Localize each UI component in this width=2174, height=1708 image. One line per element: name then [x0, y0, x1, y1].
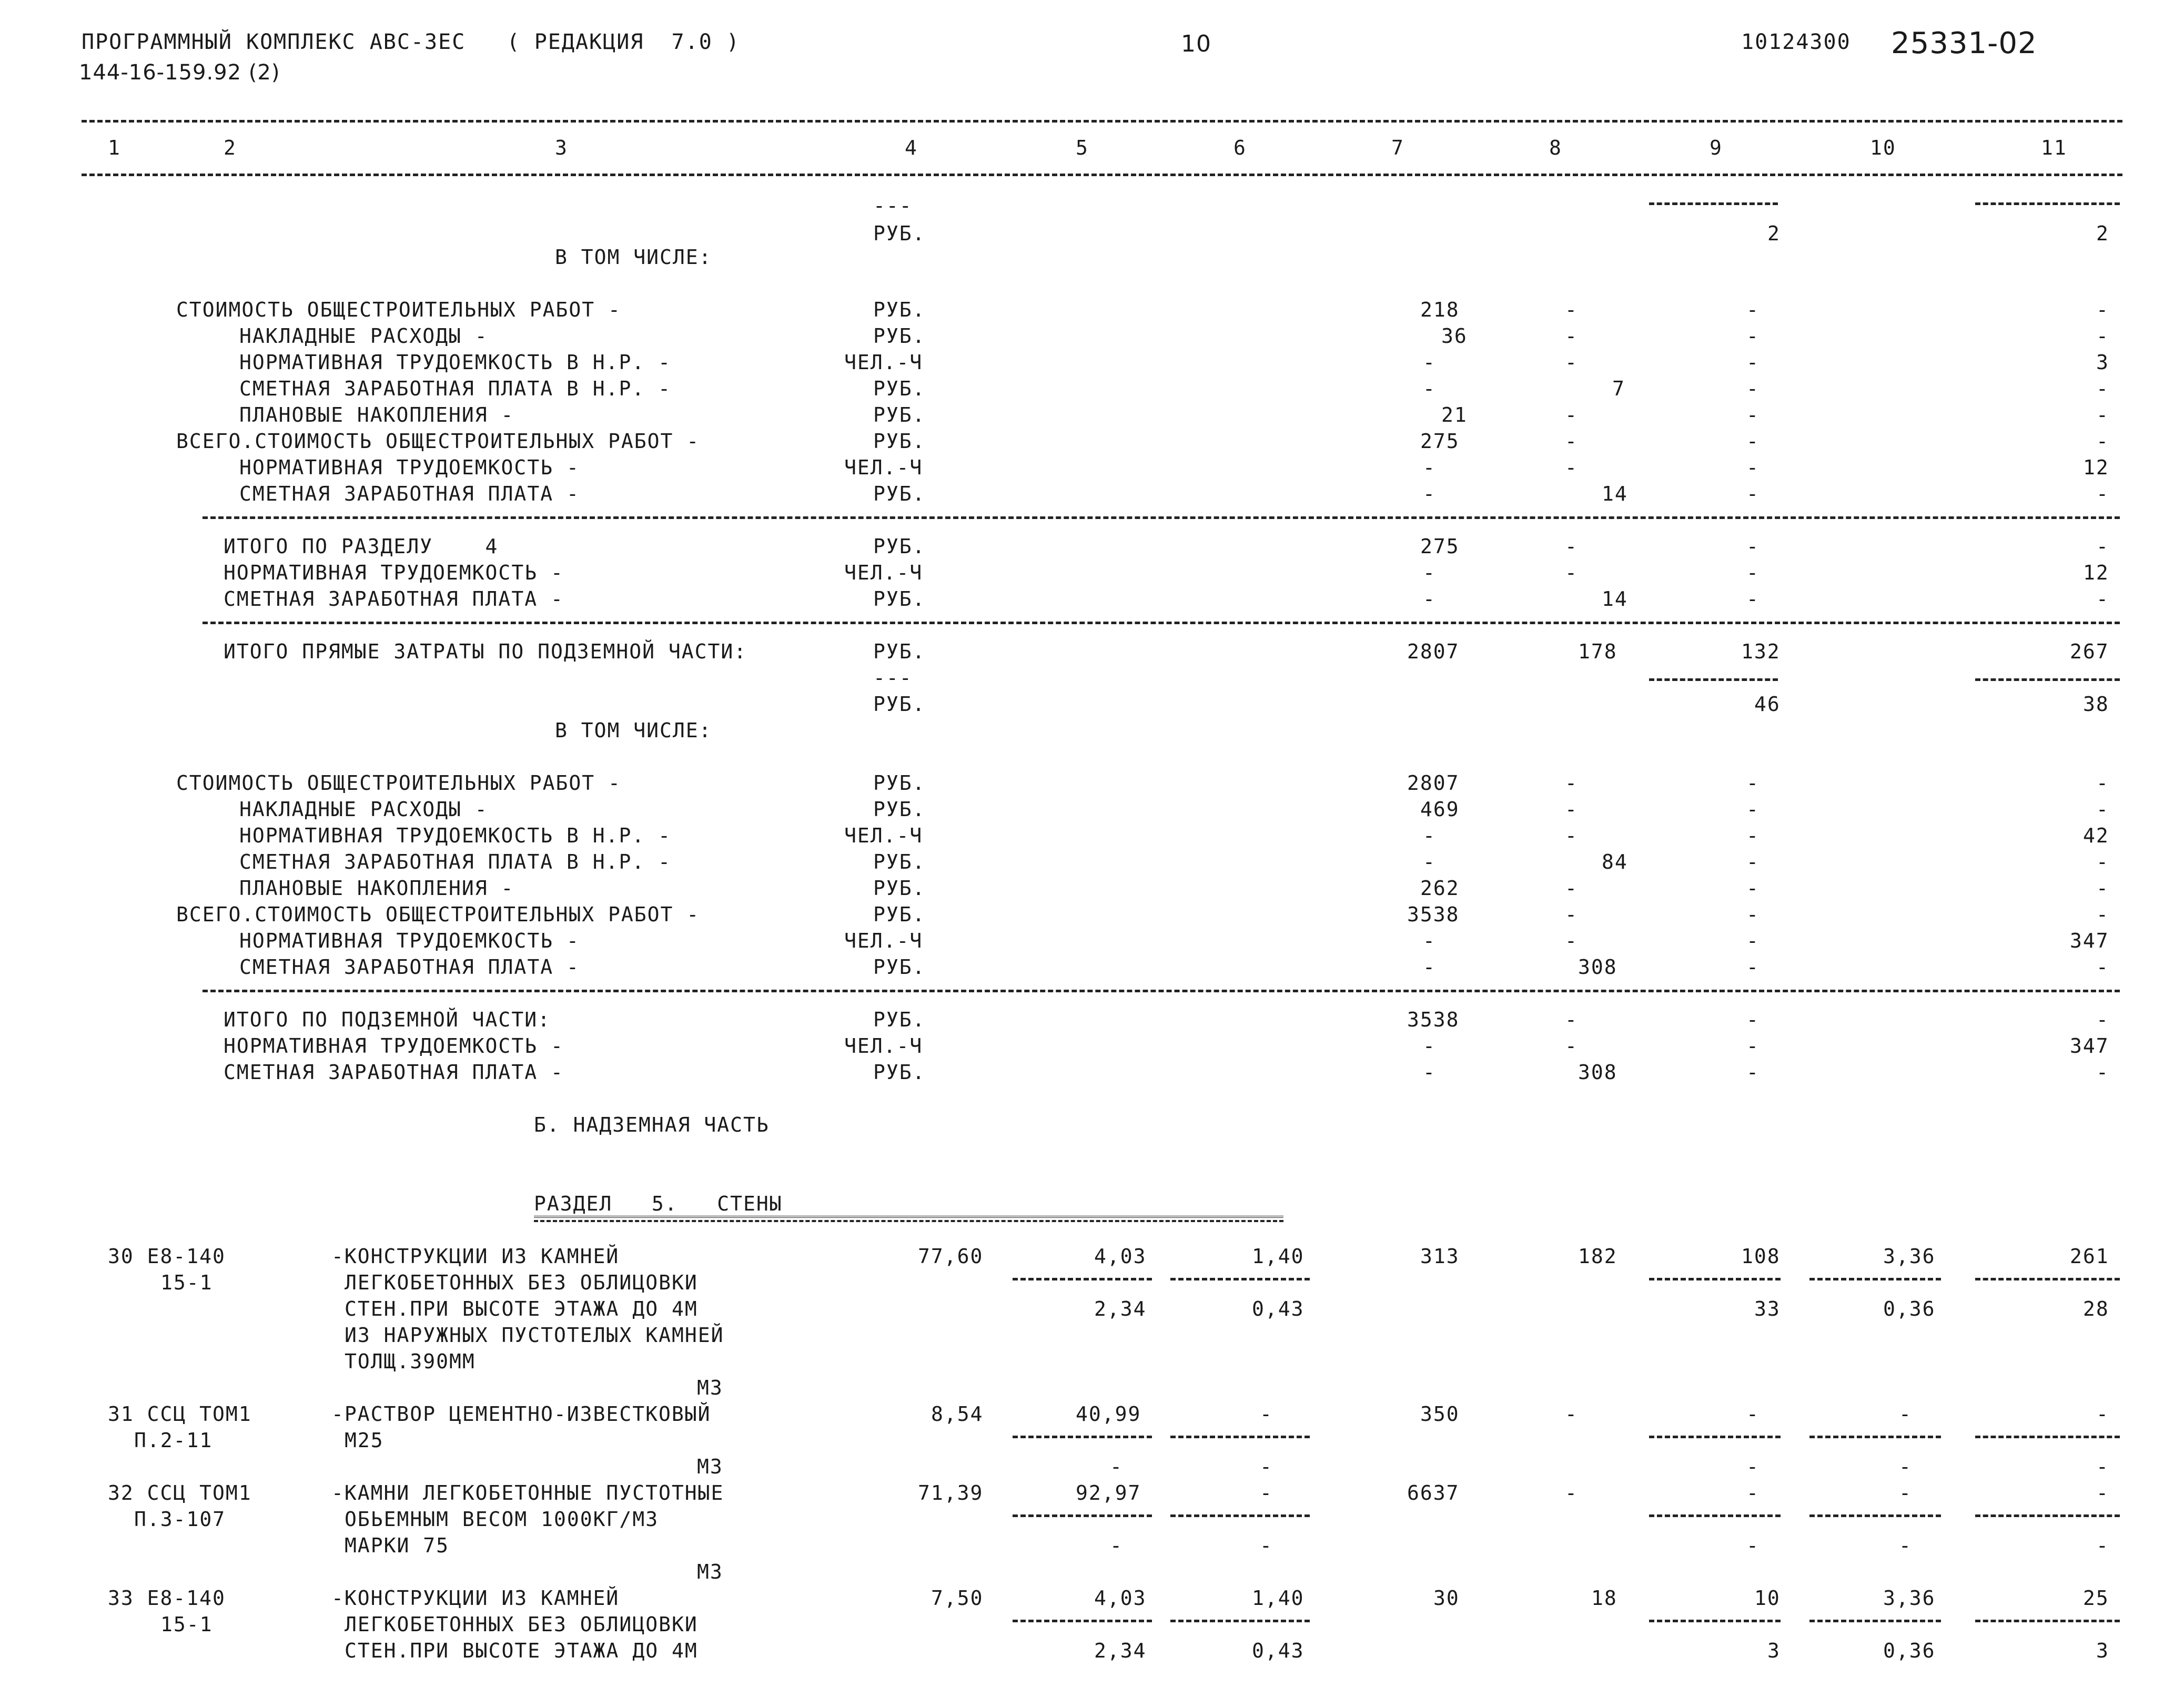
- text-line: 2807: [1407, 640, 1460, 663]
- text-line: ИТОГО ПРЯМЫЕ ЗАТРАТЫ ПО ПОДЗЕМНОЙ ЧАСТИ:: [224, 640, 747, 663]
- text-line: -: [2096, 324, 2109, 348]
- text-line: -: [1565, 929, 1578, 952]
- text-line: -: [1423, 482, 1436, 505]
- text-line: 261: [2070, 1245, 2109, 1268]
- text-line: РУБ.: [873, 771, 926, 795]
- separator-line: [1975, 202, 2120, 205]
- separator-line: [203, 516, 2120, 519]
- text-line: ИЗ НАРУЖНЫХ ПУСТОТЕЛЫХ КАМНЕЙ: [345, 1324, 724, 1347]
- text-line: -: [1423, 456, 1436, 479]
- separator-line: [1649, 202, 1778, 205]
- separator-line: [1013, 1436, 1152, 1438]
- text-line: -: [1899, 1534, 1912, 1557]
- text-line: -: [1565, 456, 1578, 479]
- text-line: -: [1746, 877, 1760, 900]
- text-line: ВСЕГО.СТОИМОСТЬ ОБЩЕСТРОИТЕЛЬНЫХ РАБОТ -: [176, 430, 700, 453]
- text-line: -РАСТВОР ЦЕМЕНТНО-ИЗВЕСТКОВЫЙ: [331, 1402, 711, 1426]
- text-line: 40,99: [1076, 1402, 1141, 1426]
- text-line: РУБ.: [873, 1008, 926, 1031]
- text-line: 347: [2070, 1034, 2109, 1058]
- text-line: В ТОМ ЧИСЛЕ:: [555, 719, 712, 742]
- text-line: РУБ.: [873, 403, 926, 426]
- text-line: -: [2096, 298, 2109, 321]
- text-line: Б. НАДЗЕМНАЯ ЧАСТЬ: [534, 1113, 770, 1136]
- column-number: 10: [1870, 136, 1896, 159]
- separator-line: [1013, 1620, 1152, 1622]
- text-line: -: [1746, 430, 1760, 453]
- text-line: -: [1565, 771, 1578, 795]
- text-line: 178: [1578, 640, 1617, 663]
- text-line: -: [1423, 955, 1436, 979]
- separator-line: [1809, 1436, 1941, 1438]
- text-line: 6637: [1407, 1481, 1460, 1504]
- text-line: НОРМАТИВНАЯ ТРУДОЕМКОСТЬ В Н.Р. -: [239, 824, 671, 847]
- text-line: РУБ.: [873, 587, 926, 611]
- separator-line: [1975, 1436, 2120, 1438]
- text-line: -: [1746, 1455, 1760, 1478]
- text-line: -: [1746, 1481, 1760, 1504]
- doc-code: 10124300: [1741, 30, 1851, 54]
- text-line: РУБ.: [873, 324, 926, 348]
- text-line: -: [1746, 1034, 1760, 1058]
- text-line: 182: [1578, 1245, 1617, 1268]
- text-line: -: [2096, 798, 2109, 821]
- text-line: 347: [2070, 929, 2109, 952]
- text-line: -: [1746, 456, 1760, 479]
- text-line: 267: [2070, 640, 2109, 663]
- text-line: 3: [2096, 351, 2109, 374]
- separator-line: [82, 174, 2122, 176]
- text-line: 2: [2096, 222, 2109, 245]
- text-line: СМЕТНАЯ ЗАРАБОТНАЯ ПЛАТА В Н.Р. -: [239, 850, 671, 873]
- separator-line: [1649, 1278, 1781, 1280]
- text-line: 3: [1767, 1639, 1781, 1662]
- text-line: НОРМАТИВНАЯ ТРУДОЕМКОСТЬ В Н.Р. -: [239, 351, 671, 374]
- text-line: ЧЕЛ.-Ч: [844, 1034, 923, 1058]
- text-line: -: [1565, 877, 1578, 900]
- text-line: 30 Е8-140: [108, 1245, 226, 1268]
- text-line: -: [2096, 1481, 2109, 1504]
- text-line: -: [1260, 1402, 1273, 1426]
- text-line: -: [1746, 824, 1760, 847]
- text-line: -: [1565, 1402, 1578, 1426]
- text-line: СМЕТНАЯ ЗАРАБОТНАЯ ПЛАТА -: [224, 1061, 564, 1084]
- text-line: -: [1565, 324, 1578, 348]
- text-line: 0,36: [1883, 1297, 1936, 1320]
- text-line: -: [1746, 377, 1760, 400]
- text-line: ОБЬЕМНЫМ ВЕСОМ 1000КГ/М3: [345, 1508, 659, 1531]
- text-line: 33 Е8-140: [108, 1587, 226, 1610]
- text-line: 32 ССЦ ТОМ1: [108, 1481, 252, 1504]
- text-line: П.2-11: [134, 1429, 213, 1452]
- text-line: -: [2096, 1061, 2109, 1084]
- text-line: -: [2096, 877, 2109, 900]
- separator-line: [1649, 1514, 1781, 1517]
- text-line: ЧЕЛ.-Ч: [844, 824, 923, 847]
- separator-line: [1170, 1620, 1310, 1622]
- text-line: 77,60: [918, 1245, 984, 1268]
- separator-line: [1975, 678, 2120, 681]
- text-line: ЛЕГКОБЕТОННЫХ БЕЗ ОБЛИЦОВКИ: [345, 1613, 698, 1636]
- text-line: РУБ.: [873, 222, 926, 245]
- text-line: -: [1423, 824, 1436, 847]
- text-line: 15-1: [160, 1613, 213, 1636]
- text-line: -: [1746, 903, 1760, 926]
- text-line: ЛЕГКОБЕТОННЫХ БЕЗ ОБЛИЦОВКИ: [345, 1271, 698, 1294]
- text-line: -: [1260, 1455, 1273, 1478]
- text-line: -: [1423, 377, 1436, 400]
- text-line: -: [1423, 929, 1436, 952]
- text-line: 31 ССЦ ТОМ1: [108, 1402, 252, 1426]
- text-line: 12: [2083, 456, 2109, 479]
- separator-line: [203, 622, 2120, 624]
- text-line: -: [2096, 430, 2109, 453]
- text-line: РУБ.: [873, 877, 926, 900]
- separator-line: [1975, 1514, 2120, 1517]
- text-line: СМЕТНАЯ ЗАРАБОТНАЯ ПЛАТА -: [239, 482, 580, 505]
- text-line: -: [2096, 1008, 2109, 1031]
- text-line: -: [1746, 929, 1760, 952]
- text-line: -: [1746, 298, 1760, 321]
- text-line: 275: [1420, 535, 1460, 558]
- text-line: -: [1423, 351, 1436, 374]
- text-line: 7: [1612, 377, 1625, 400]
- text-line: ВСЕГО.СТОИМОСТЬ ОБЩЕСТРОИТЕЛЬНЫХ РАБОТ -: [176, 903, 700, 926]
- text-line: -: [1746, 324, 1760, 348]
- text-line: -: [2096, 587, 2109, 611]
- text-line: 1,40: [1252, 1245, 1305, 1268]
- separator-line: [1170, 1278, 1310, 1280]
- text-line: 2,34: [1094, 1639, 1147, 1662]
- text-line: 3538: [1407, 1008, 1460, 1031]
- text-line: ИТОГО ПО РАЗДЕЛУ 4: [224, 535, 499, 558]
- text-line: РАЗДЕЛ 5. СТЕНЫ: [534, 1192, 783, 1215]
- separator-line: [1809, 1620, 1941, 1622]
- text-line: -: [1565, 535, 1578, 558]
- text-line: НОРМАТИВНАЯ ТРУДОЕМКОСТЬ -: [224, 561, 564, 584]
- text-line: РУБ.: [873, 1061, 926, 1084]
- text-line: 132: [1741, 640, 1781, 663]
- text-line: М25: [345, 1429, 384, 1452]
- text-line: СТЕН.ПРИ ВЫСОТЕ ЭТАЖА ДО 4М: [345, 1297, 698, 1320]
- text-line: -: [1746, 771, 1760, 795]
- text-line: -: [1899, 1481, 1912, 1504]
- text-line: -КОНСТРУКЦИИ ИЗ КАМНЕЙ: [331, 1587, 620, 1610]
- text-line: 3,36: [1883, 1587, 1936, 1610]
- text-line: НОРМАТИВНАЯ ТРУДОЕМКОСТЬ -: [239, 929, 580, 952]
- text-line: 38: [2083, 693, 2109, 716]
- text-line: ПЛАНОВЫЕ НАКОПЛЕНИЯ -: [239, 877, 514, 900]
- text-line: 218: [1420, 298, 1460, 321]
- text-line: СМЕТНАЯ ЗАРАБОТНАЯ ПЛАТА В Н.Р. -: [239, 377, 671, 400]
- column-number: 11: [2041, 136, 2067, 159]
- text-line: 2,34: [1094, 1297, 1147, 1320]
- text-line: -: [1746, 1061, 1760, 1084]
- text-line: 1,40: [1252, 1587, 1305, 1610]
- text-line: М3: [697, 1560, 723, 1583]
- separator-line: [1975, 1620, 2120, 1622]
- text-line: 18: [1591, 1587, 1617, 1610]
- text-line: РУБ.: [873, 535, 926, 558]
- text-line: -: [1746, 1402, 1760, 1426]
- text-line: МАРКИ 75: [345, 1534, 450, 1557]
- text-line: -: [1746, 587, 1760, 611]
- text-line: РУБ.: [873, 903, 926, 926]
- page-number: 10: [1181, 30, 1211, 57]
- text-line: -: [2096, 1402, 2109, 1426]
- text-line: 30: [1433, 1587, 1460, 1610]
- text-line: РУБ.: [873, 850, 926, 873]
- text-line: -: [2096, 771, 2109, 795]
- text-line: ПЛАНОВЫЕ НАКОПЛЕНИЯ -: [239, 403, 514, 426]
- text-line: ТОЛЩ.390ММ: [345, 1350, 476, 1373]
- text-line: В ТОМ ЧИСЛЕ:: [555, 246, 712, 269]
- text-line: -: [2096, 403, 2109, 426]
- text-line: -: [2096, 535, 2109, 558]
- text-line: -: [1260, 1534, 1273, 1557]
- text-line: -: [1110, 1534, 1123, 1557]
- separator-line: [203, 990, 2120, 992]
- column-number: 3: [555, 136, 568, 159]
- column-number: 8: [1549, 136, 1562, 159]
- text-line: 0,43: [1252, 1297, 1305, 1320]
- text-line: 0,36: [1883, 1639, 1936, 1662]
- text-line: СМЕТНАЯ ЗАРАБОТНАЯ ПЛАТА -: [224, 587, 564, 611]
- text-line: -: [1423, 1061, 1436, 1084]
- text-line: НАКЛАДНЫЕ РАСХОДЫ -: [239, 798, 488, 821]
- column-number: 1: [108, 136, 121, 159]
- text-line: 42: [2083, 824, 2109, 847]
- text-line: -: [1746, 561, 1760, 584]
- text-line: -: [1746, 351, 1760, 374]
- text-line: РУБ.: [873, 298, 926, 321]
- text-line: 92,97: [1076, 1481, 1141, 1504]
- text-line: М3: [697, 1455, 723, 1478]
- text-line: 33: [1754, 1297, 1781, 1320]
- text-line: СТОИМОСТЬ ОБЩЕСТРОИТЕЛЬНЫХ РАБОТ -: [176, 298, 621, 321]
- text-line: РУБ.: [873, 430, 926, 453]
- column-number: 2: [224, 136, 237, 159]
- text-line: -: [2096, 903, 2109, 926]
- text-line: ЧЕЛ.-Ч: [844, 929, 923, 952]
- text-line: 28: [2083, 1297, 2109, 1320]
- text-line: -: [1899, 1402, 1912, 1426]
- text-line: 469: [1420, 798, 1460, 821]
- separator-line: [1809, 1278, 1941, 1280]
- text-line: -: [1565, 1481, 1578, 1504]
- text-line: 36: [1441, 324, 1468, 348]
- text-line: 313: [1420, 1245, 1460, 1268]
- text-line: ЧЕЛ.-Ч: [844, 351, 923, 374]
- text-line: -: [1746, 798, 1760, 821]
- section-underline: [534, 1216, 1283, 1222]
- text-line: 8,54: [931, 1402, 984, 1426]
- text-line: 3,36: [1883, 1245, 1936, 1268]
- text-line: -: [1899, 1455, 1912, 1478]
- text-line: -КАМНИ ЛЕГКОБЕТОННЫЕ ПУСТОТНЫЕ: [331, 1481, 724, 1504]
- text-line: ИТОГО ПО ПОДЗЕМНОЙ ЧАСТИ:: [224, 1008, 551, 1031]
- text-line: -: [1565, 430, 1578, 453]
- text-line: 15-1: [160, 1271, 213, 1294]
- text-line: 84: [1602, 850, 1628, 873]
- text-line: 3538: [1407, 903, 1460, 926]
- text-line: -: [1746, 1008, 1760, 1031]
- text-line: -: [1565, 798, 1578, 821]
- text-line: -: [2096, 482, 2109, 505]
- text-line: 350: [1420, 1402, 1460, 1426]
- separator-line: [1013, 1278, 1152, 1280]
- text-line: ЧЕЛ.-Ч: [844, 561, 923, 584]
- text-line: СМЕТНАЯ ЗАРАБОТНАЯ ПЛАТА -: [239, 955, 580, 979]
- text-line: ЧЕЛ.-Ч: [844, 456, 923, 479]
- text-line: 262: [1420, 877, 1460, 900]
- separator-line: [1013, 1514, 1152, 1517]
- text-line: -: [2096, 1455, 2109, 1478]
- text-line: -: [1565, 1008, 1578, 1031]
- text-line: 0,43: [1252, 1639, 1305, 1662]
- text-line: М3: [697, 1376, 723, 1399]
- text-line: 14: [1602, 587, 1628, 611]
- text-line: 275: [1420, 430, 1460, 453]
- text-line: -: [1565, 903, 1578, 926]
- text-line: -: [1746, 955, 1760, 979]
- text-line: -: [1565, 351, 1578, 374]
- separator-line: [1649, 1620, 1781, 1622]
- text-line: -: [1746, 403, 1760, 426]
- text-line: 71,39: [918, 1481, 984, 1504]
- text-line: -: [1746, 482, 1760, 505]
- separator-line: [1170, 1436, 1310, 1438]
- text-line: РУБ.: [873, 377, 926, 400]
- separator-line: [82, 120, 2122, 123]
- text-line: -: [1565, 1034, 1578, 1058]
- text-line: -: [1746, 1534, 1760, 1557]
- text-line: 308: [1578, 955, 1617, 979]
- text-line: 7,50: [931, 1587, 984, 1610]
- text-line: -: [1260, 1481, 1273, 1504]
- text-line: РУБ.: [873, 693, 926, 716]
- doc-subtitle: 144-16-159.92 (2): [79, 60, 280, 85]
- text-line: -: [1423, 850, 1436, 873]
- separator-line: [1649, 1436, 1781, 1438]
- text-line: -: [2096, 377, 2109, 400]
- text-line: -: [1565, 824, 1578, 847]
- text-line: 3: [2096, 1639, 2109, 1662]
- column-number: 9: [1710, 136, 1723, 159]
- separator-line: [1809, 1514, 1941, 1517]
- text-line: -: [1746, 535, 1760, 558]
- column-number: 7: [1391, 136, 1404, 159]
- text-line: ---: [873, 666, 913, 689]
- text-line: 12: [2083, 561, 2109, 584]
- text-line: ---: [873, 194, 913, 217]
- text-line: -: [1423, 587, 1436, 611]
- text-line: 2807: [1407, 771, 1460, 795]
- column-number: 4: [905, 136, 918, 159]
- text-line: НОРМАТИВНАЯ ТРУДОЕМКОСТЬ -: [239, 456, 580, 479]
- text-line: СТОИМОСТЬ ОБЩЕСТРОИТЕЛЬНЫХ РАБОТ -: [176, 771, 621, 795]
- text-line: 108: [1741, 1245, 1781, 1268]
- text-line: НОРМАТИВНАЯ ТРУДОЕМКОСТЬ -: [224, 1034, 564, 1058]
- column-number: 5: [1076, 136, 1089, 159]
- text-line: -: [1565, 561, 1578, 584]
- text-line: 14: [1602, 482, 1628, 505]
- text-line: 25: [2083, 1587, 2109, 1610]
- text-line: 21: [1441, 403, 1468, 426]
- text-line: 4,03: [1094, 1245, 1147, 1268]
- text-line: -: [2096, 955, 2109, 979]
- text-line: -: [1746, 850, 1760, 873]
- text-line: 46: [1754, 693, 1781, 716]
- text-line: -: [2096, 1534, 2109, 1557]
- text-line: 308: [1578, 1061, 1617, 1084]
- text-line: РУБ.: [873, 955, 926, 979]
- text-line: -: [1423, 1034, 1436, 1058]
- text-line: 2: [1767, 222, 1781, 245]
- text-line: 10: [1754, 1587, 1781, 1610]
- separator-line: [1170, 1514, 1310, 1517]
- text-line: П.3-107: [134, 1508, 226, 1531]
- text-line: -: [2096, 850, 2109, 873]
- separator-line: [1975, 1278, 2120, 1280]
- doc-code-handwritten: 25331-02: [1891, 26, 2037, 60]
- column-number: 6: [1233, 136, 1247, 159]
- text-line: -: [1565, 298, 1578, 321]
- text-line: РУБ.: [873, 640, 926, 663]
- text-line: НАКЛАДНЫЕ РАСХОДЫ -: [239, 324, 488, 348]
- text-line: 4,03: [1094, 1587, 1147, 1610]
- text-line: -: [1110, 1455, 1123, 1478]
- text-line: СТЕН.ПРИ ВЫСОТЕ ЭТАЖА ДО 4М: [345, 1639, 698, 1662]
- program-title: ПРОГРАММНЫЙ КОМПЛЕКС АВС-3ЕС ( РЕДАКЦИЯ 7.0 ): [82, 30, 740, 54]
- text-line: РУБ.: [873, 482, 926, 505]
- text-line: РУБ.: [873, 798, 926, 821]
- separator-line: [1649, 678, 1778, 681]
- text-line: -КОНСТРУКЦИИ ИЗ КАМНЕЙ: [331, 1245, 620, 1268]
- text-line: -: [1423, 561, 1436, 584]
- text-line: -: [1565, 403, 1578, 426]
